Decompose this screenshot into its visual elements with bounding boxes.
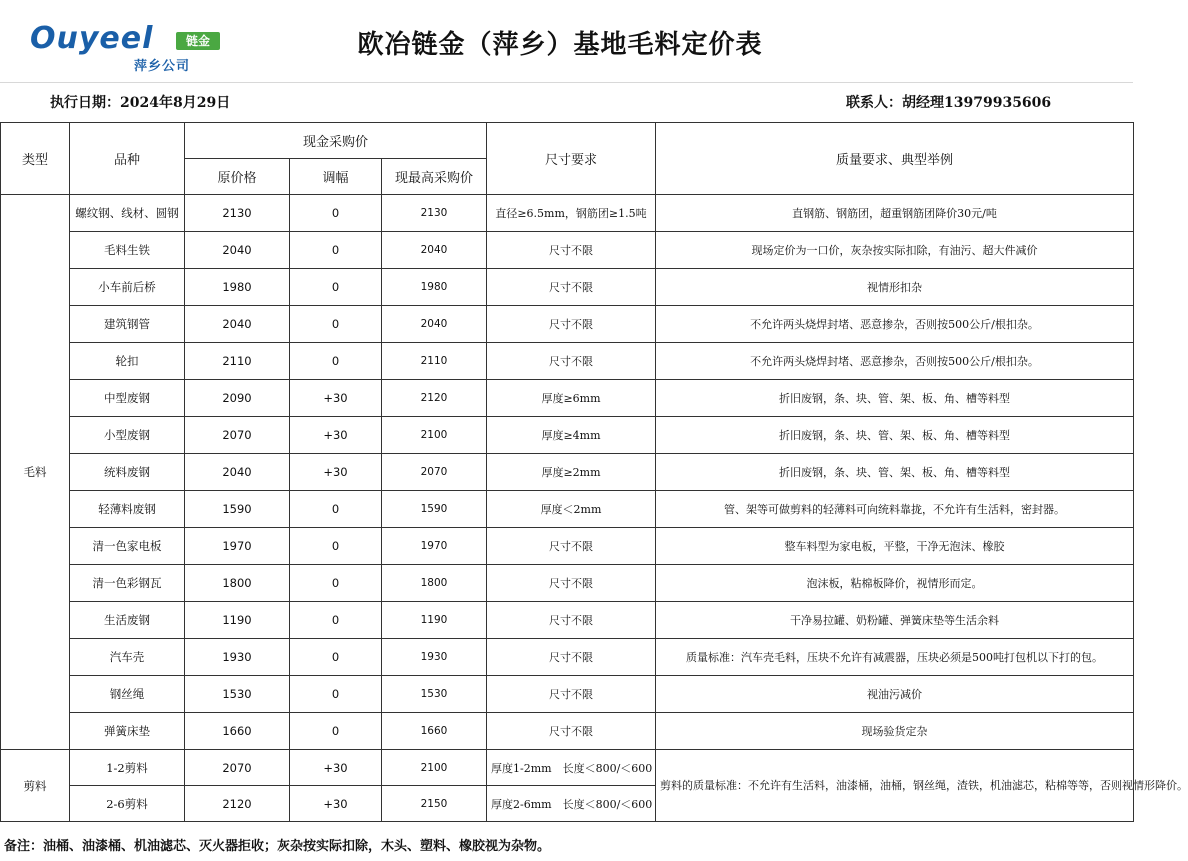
- size-requirement-cell: 尺寸不限: [487, 343, 656, 380]
- logo-wordmark: Ouyeel: [30, 21, 154, 56]
- quality-cell: 整车料型为家电板，平整，干净无泡沫、橡胶: [656, 528, 1134, 565]
- variety-cell: 钢丝绳: [70, 676, 185, 713]
- quality-cell: 不允许两头烧焊封堵、恶意掺杂，否则按500公斤/根扣杂。: [656, 306, 1134, 343]
- adjustment-cell: 0: [290, 602, 382, 639]
- table-row: [1, 528, 1134, 565]
- current-max-price-cell: 2110: [382, 343, 487, 380]
- variety-cell: 2-6剪料: [70, 786, 185, 822]
- variety-cell: 生活废钢: [70, 602, 185, 639]
- adjustment-cell: 0: [290, 676, 382, 713]
- quality-cell: 折旧废钢，条、块、管、架、板、角、槽等料型: [656, 454, 1134, 491]
- table-row: [1, 343, 1134, 380]
- variety-cell: 轻薄料废钢: [70, 491, 185, 528]
- current-max-price-cell: 1530: [382, 676, 487, 713]
- adjustment-cell: 0: [290, 713, 382, 750]
- quality-cell: 现场验货定杂: [656, 713, 1134, 750]
- footer-note: 备注：油桶、油漆桶、机油滤芯、灭火器拒收；灰杂按实际扣除，木头、塑料、橡胶视为杂物。: [4, 839, 551, 854]
- size-requirement-cell: 直径≥6.5mm，钢筋团≥1.5吨: [487, 195, 656, 232]
- header-adjustment: 调幅: [290, 159, 382, 195]
- table-row: [1, 380, 1134, 417]
- contact-info: 联系人：胡经理13979935606: [846, 95, 1052, 111]
- variety-cell: 小型废钢: [70, 417, 185, 454]
- current-max-price-cell: 1800: [382, 565, 487, 602]
- header-original-price: 原价格: [185, 159, 290, 195]
- current-max-price-cell: 1590: [382, 491, 487, 528]
- table-row: [1, 713, 1134, 750]
- quality-cell-merged: 剪料的质量标准：不允许有生活料，油漆桶，油桶，钢丝绳，渣铁，机油滤芯，粘棉等等，否则视情形降价。: [656, 750, 1134, 822]
- table-row: [1, 639, 1134, 676]
- size-requirement-cell: 尺寸不限: [487, 639, 656, 676]
- original-price-cell: 1930: [185, 639, 290, 676]
- original-price-cell: 2130: [185, 195, 290, 232]
- table-row: [1, 602, 1134, 639]
- quality-cell: 管、架等可做剪料的轻薄料可向统料靠拢，不允许有生活料，密封器。: [656, 491, 1134, 528]
- header-size-requirement: 尺寸要求: [487, 123, 656, 195]
- current-max-price-cell: 1190: [382, 602, 487, 639]
- adjustment-cell: +30: [290, 380, 382, 417]
- table-row: [1, 232, 1134, 269]
- variety-cell: 统料废钢: [70, 454, 185, 491]
- quality-cell: 不允许两头烧焊封堵、恶意掺杂，否则按500公斤/根扣杂。: [656, 343, 1134, 380]
- size-requirement-cell: 厚度≥6mm: [487, 380, 656, 417]
- original-price-cell: 2090: [185, 380, 290, 417]
- variety-cell: 清一色彩钢瓦: [70, 565, 185, 602]
- adjustment-cell: 0: [290, 565, 382, 602]
- adjustment-cell: +30: [290, 750, 382, 786]
- original-price-cell: 2070: [185, 417, 290, 454]
- header-cash-price: 现金采购价: [185, 123, 487, 159]
- adjustment-cell: 0: [290, 491, 382, 528]
- adjustment-cell: 0: [290, 195, 382, 232]
- quality-cell: 直钢筋、钢筋团，超重钢筋团降价30元/吨: [656, 195, 1134, 232]
- current-max-price-cell: 1970: [382, 528, 487, 565]
- size-requirement-cell: 厚度≥2mm: [487, 454, 656, 491]
- table-row: [1, 491, 1134, 528]
- table-row: [1, 417, 1134, 454]
- page-title: 欧冶链金（萍乡）基地毛料定价表: [357, 30, 763, 60]
- quality-cell: 干净易拉罐、奶粉罐、弹簧床垫等生活余料: [656, 602, 1134, 639]
- original-price-cell: 2110: [185, 343, 290, 380]
- original-price-cell: 2040: [185, 306, 290, 343]
- execution-date: 执行日期：2024年8月29日: [50, 95, 231, 111]
- current-max-price-cell: 2040: [382, 232, 487, 269]
- current-max-price-cell: 2120: [382, 380, 487, 417]
- size-requirement-cell: 尺寸不限: [487, 713, 656, 750]
- size-requirement-cell: 厚度＜2mm: [487, 491, 656, 528]
- current-max-price-cell: 1930: [382, 639, 487, 676]
- header-divider: [0, 82, 1133, 83]
- table-row: [1, 565, 1134, 602]
- adjustment-cell: 0: [290, 269, 382, 306]
- size-requirement-cell: 尺寸不限: [487, 306, 656, 343]
- original-price-cell: 1190: [185, 602, 290, 639]
- original-price-cell: 2120: [185, 786, 290, 822]
- quality-cell: 泡沫板，粘棉板降价，视情形而定。: [656, 565, 1134, 602]
- current-max-price-cell: 1980: [382, 269, 487, 306]
- type-cell: 毛料: [1, 195, 70, 750]
- variety-cell: 螺纹钢、线材、圆钢: [70, 195, 185, 232]
- adjustment-cell: 0: [290, 639, 382, 676]
- adjustment-cell: 0: [290, 343, 382, 380]
- header-quality-requirement: 质量要求、典型举例: [656, 123, 1134, 195]
- adjustment-cell: +30: [290, 417, 382, 454]
- size-requirement-cell: 尺寸不限: [487, 602, 656, 639]
- quality-cell: 视情形扣杂: [656, 269, 1134, 306]
- quality-cell: 现场定价为一口价，灰杂按实际扣除，有油污、超大件减价: [656, 232, 1134, 269]
- table-row: [1, 676, 1134, 713]
- header-type: 类型: [1, 123, 70, 195]
- current-max-price-cell: 2070: [382, 454, 487, 491]
- current-max-price-cell: 2040: [382, 306, 487, 343]
- quality-cell: 折旧废钢，条、块、管、架、板、角、槽等料型: [656, 417, 1134, 454]
- original-price-cell: 2040: [185, 454, 290, 491]
- size-requirement-cell: 厚度≥4mm: [487, 417, 656, 454]
- variety-cell: 中型废钢: [70, 380, 185, 417]
- original-price-cell: 1530: [185, 676, 290, 713]
- table-body: [1, 195, 1188, 822]
- variety-cell: 毛料生铁: [70, 232, 185, 269]
- table-row: [1, 269, 1134, 306]
- variety-cell: 建筑钢管: [70, 306, 185, 343]
- table-row: [1, 195, 1134, 232]
- size-requirement-cell: 尺寸不限: [487, 528, 656, 565]
- variety-cell: 轮扣: [70, 343, 185, 380]
- original-price-cell: 1970: [185, 528, 290, 565]
- original-price-cell: 1980: [185, 269, 290, 306]
- logo-tag: 链金: [176, 32, 220, 50]
- table-row: [1, 454, 1134, 491]
- variety-cell: 弹簧床垫: [70, 713, 185, 750]
- size-requirement-cell: 尺寸不限: [487, 232, 656, 269]
- quality-cell: 视油污减价: [656, 676, 1134, 713]
- size-requirement-cell: 厚度1-2mm 长度＜800/＜600: [487, 750, 656, 786]
- current-max-price-cell: 1660: [382, 713, 487, 750]
- header-variety: 品种: [70, 123, 185, 195]
- size-requirement-cell: 厚度2-6mm 长度＜800/＜600: [487, 786, 656, 822]
- adjustment-cell: 0: [290, 528, 382, 565]
- table-row: [1, 750, 1134, 786]
- variety-cell: 汽车壳: [70, 639, 185, 676]
- size-requirement-cell: 尺寸不限: [487, 269, 656, 306]
- original-price-cell: 1660: [185, 713, 290, 750]
- size-requirement-cell: 尺寸不限: [487, 676, 656, 713]
- current-max-price-cell: 2100: [382, 750, 487, 786]
- logo-subtitle: 萍乡公司: [134, 59, 191, 74]
- current-max-price-cell: 2100: [382, 417, 487, 454]
- variety-cell: 1-2剪料: [70, 750, 185, 786]
- original-price-cell: 2040: [185, 232, 290, 269]
- current-max-price-cell: 2150: [382, 786, 487, 822]
- original-price-cell: 1590: [185, 491, 290, 528]
- type-cell: 剪料: [1, 750, 70, 822]
- adjustment-cell: 0: [290, 232, 382, 269]
- adjustment-cell: +30: [290, 786, 382, 822]
- quality-cell: 质量标准：汽车壳毛料，压块不允许有减震器，压块必须是500吨打包机以下打的包。: [656, 639, 1134, 676]
- quality-cell: 折旧废钢，条、块、管、架、板、角、槽等料型: [656, 380, 1134, 417]
- table-row: [1, 306, 1134, 343]
- adjustment-cell: +30: [290, 454, 382, 491]
- company-logo: [30, 22, 230, 74]
- current-max-price-cell: 2130: [382, 195, 487, 232]
- size-requirement-cell: 尺寸不限: [487, 565, 656, 602]
- variety-cell: 清一色家电板: [70, 528, 185, 565]
- pricing-table: [0, 122, 1188, 822]
- adjustment-cell: 0: [290, 306, 382, 343]
- header: [0, 0, 1133, 80]
- original-price-cell: 2070: [185, 750, 290, 786]
- header-current-max-price: 现最高采购价: [382, 159, 487, 195]
- table-header: [1, 123, 1134, 195]
- original-price-cell: 1800: [185, 565, 290, 602]
- variety-cell: 小车前后桥: [70, 269, 185, 306]
